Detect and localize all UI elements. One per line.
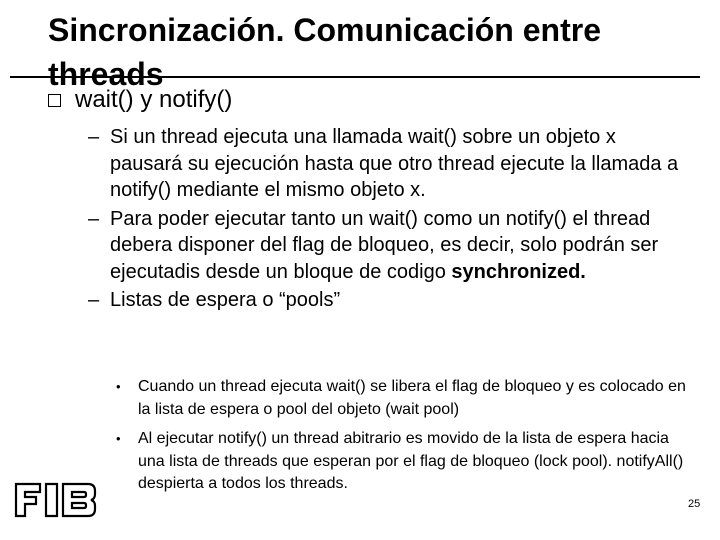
dash-bullet-icon: –: [88, 126, 100, 148]
subpoint-list: [88, 124, 688, 316]
dot-bullet-icon: •: [116, 431, 121, 446]
subpoint-keyword: synchronized.: [451, 260, 586, 283]
main-bullet: [48, 84, 688, 116]
dash-bullet-icon: –: [88, 289, 100, 311]
subpoint-text: Listas de espera o “pools”: [110, 289, 341, 311]
subsubpoint-text: Cuando un thread ejecuta wait() se libera el flag de bloqueo y es colocado en la lista de espera o pool del objeto (wait pool): [138, 378, 686, 418]
square-bullet-icon: [48, 94, 61, 107]
dash-bullet-icon: –: [88, 207, 100, 230]
subsubpoint: [116, 428, 691, 496]
subpoint-text-part: Para poder ejecutar tanto un wait() como un notify() el thread debera disponer del flag de bloqueo, es decir, solo podrán ser ejecutadis desde un bloque de codigo: [110, 207, 659, 283]
subsubpoint: [116, 376, 691, 421]
slide-title: Sincronización. Comunicación entre threads: [48, 12, 601, 92]
subpoint: [88, 287, 688, 314]
subsubpoint-text: Al ejecutar notify() un thread abitrario es movido de la lista de espera hacia una lista de threads que esperan por el flag de bloqueo (lock pool). notifyAll() despierta a todos los threads.: [138, 430, 684, 492]
subsubpoint-list: [116, 376, 691, 503]
page-number: 25: [688, 498, 701, 510]
main-bullet-text: wait() y notify(): [75, 86, 233, 113]
logo-text: FIB: [14, 482, 16, 483]
fib-logo: [14, 482, 98, 518]
title-divider: [10, 76, 700, 78]
subpoint: [88, 124, 688, 204]
subpoint-text: Si un thread ejecuta una llamada wait() sobre un objeto x pausará su ejecución hasta que otro thread ejecute la llamada a notify() mediante el mismo objeto x.: [110, 126, 679, 201]
subpoint: [88, 206, 688, 286]
subpoint-text: [106, 206, 688, 286]
dot-bullet-icon: •: [116, 379, 121, 394]
